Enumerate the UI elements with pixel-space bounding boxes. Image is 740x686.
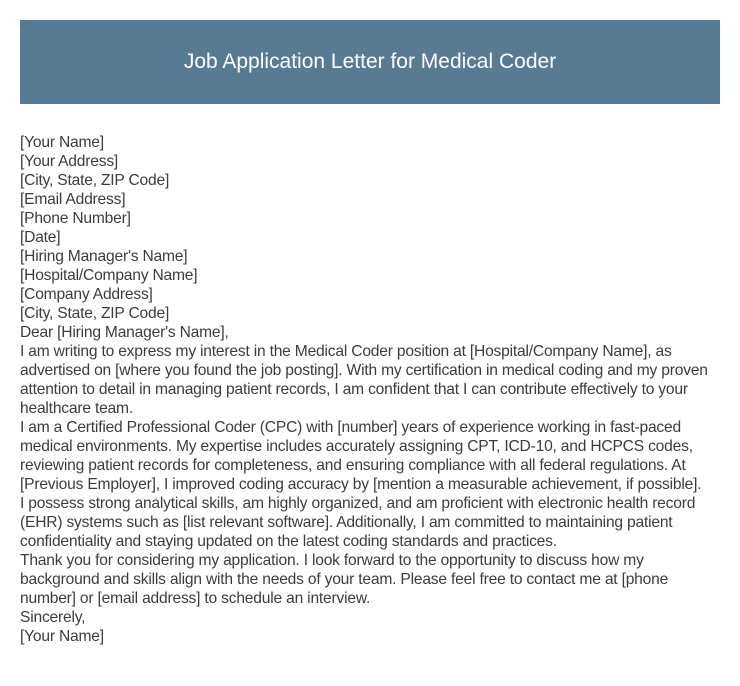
letter-body [20, 133, 720, 646]
recipient-city-state-zip: [City, State, ZIP Code] [20, 305, 170, 322]
letter-title-banner [20, 20, 720, 104]
sender-name: [Your Name] [20, 134, 104, 151]
paragraph-experience: I am a Certified Professional Coder (CPC) with [number] years of experience working in fast-paced medical environments. My expertise includes accurately assigning CPT, ICD-10, and HCPCS codes, reviewing patient records for completeness, and ensuring compliance with all federal regulations. At [Previous Employer], I improved coding accuracy by [mention a measurable achievement, if possible]. [20, 419, 702, 493]
sender-city-state-zip: [City, State, ZIP Code] [20, 172, 170, 189]
sender-address: [Your Address] [20, 153, 119, 170]
salutation: Dear [Hiring Manager's Name], [20, 324, 229, 341]
paragraph-closing: Thank you for considering my application. I look forward to the opportunity to discuss how my background and skills align with the needs of your team. Please feel free to contact me at [phone number] or [email address] to schedule an interview. [20, 552, 669, 607]
sender-phone: [Phone Number] [20, 210, 131, 227]
signature: [Your Name] [20, 628, 104, 645]
closing: Sincerely, [20, 609, 86, 626]
recipient-address: [Company Address] [20, 286, 153, 303]
recipient-name: [Hiring Manager's Name] [20, 248, 188, 265]
page-title: Job Application Letter for Medical Coder [183, 50, 557, 73]
paragraph-intro: I am writing to express my interest in the Medical Coder position at [Hospital/Company Name], as advertised on [where you found the job posting]. With my certification in medical coding and my proven attention to detail in managing patient records, I am confident that I can contribute effectively to your healthcare team. [20, 343, 708, 417]
paragraph-skills: I possess strong analytical skills, am highly organized, and am proficient with electronic health record (EHR) systems such as [list relevant software]. Additionally, I am committed to maintaining patient confidentiality and staying updated on the latest coding standards and practices. [20, 495, 696, 550]
recipient-company: [Hospital/Company Name] [20, 267, 198, 284]
sender-email: [Email Address] [20, 191, 126, 208]
letter-date: [Date] [20, 229, 61, 246]
